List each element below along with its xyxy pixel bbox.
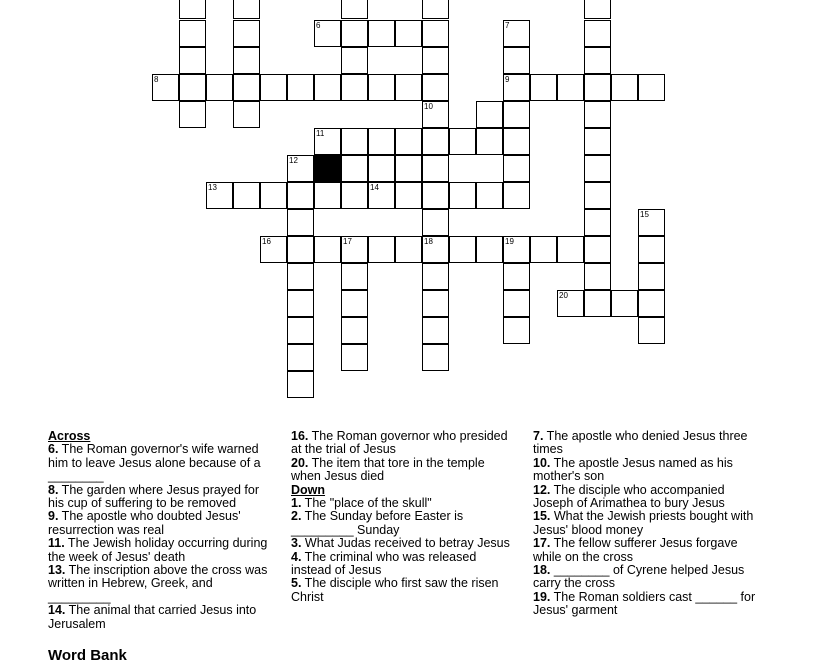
crossword-cell[interactable] (233, 0, 260, 19)
crossword-cell[interactable] (503, 20, 530, 47)
crossword-cell[interactable] (638, 209, 665, 236)
crossword-cell[interactable] (341, 263, 368, 290)
crossword-cell[interactable] (503, 236, 530, 263)
crossword-cell[interactable] (503, 128, 530, 155)
clues-column-1 (48, 430, 273, 631)
crossword-cell[interactable] (611, 74, 638, 101)
crossword-cell[interactable] (638, 290, 665, 317)
crossword-cell[interactable] (260, 74, 287, 101)
crossword-cell[interactable] (422, 74, 449, 101)
crossword-cell[interactable] (422, 263, 449, 290)
crossword-cell[interactable] (422, 101, 449, 128)
crossword-cell[interactable] (233, 47, 260, 74)
clue-number: 8 (154, 75, 159, 84)
crossword-cell[interactable] (503, 47, 530, 74)
crossword-cell[interactable] (260, 236, 287, 263)
crossword-cell[interactable] (584, 20, 611, 47)
crossword-cell[interactable] (584, 290, 611, 317)
clue-down-17: 17. The fellow sufferer Jesus forgave while on the cross (533, 536, 738, 564)
crossword-cell[interactable] (287, 290, 314, 317)
clue-number: 20 (559, 291, 568, 300)
crossword-cell[interactable] (422, 317, 449, 344)
down-heading: Down (291, 482, 326, 497)
crossword-cell[interactable] (287, 371, 314, 398)
crossword-cell[interactable] (368, 74, 395, 101)
word-bank-heading: Word Bank (48, 647, 127, 664)
crossword-cell[interactable] (314, 20, 341, 47)
crossword-cell[interactable] (422, 128, 449, 155)
clues-column-3 (533, 430, 758, 618)
crossword-cell[interactable] (179, 20, 206, 47)
crossword-cell[interactable] (341, 317, 368, 344)
crossword-cell[interactable] (476, 236, 503, 263)
crossword-cell[interactable] (287, 155, 314, 182)
crossword-cell[interactable] (503, 74, 530, 101)
crossword-cell[interactable] (584, 182, 611, 209)
clue-down-4: 4. The criminal who was released instead of Jesus (291, 549, 477, 578)
crossword-cell[interactable] (341, 74, 368, 101)
crossword-cell[interactable] (260, 182, 287, 209)
clue-number: 19 (505, 237, 514, 246)
across-heading: Across (48, 429, 91, 443)
clue-down-3: 3. What Judas received to betray Jesus (291, 536, 510, 551)
crossword-cell[interactable] (233, 182, 260, 209)
crossword-cell[interactable] (449, 182, 476, 209)
clue-number: 14 (370, 183, 379, 192)
crossword-cell[interactable] (449, 128, 476, 155)
crossword-cell[interactable] (233, 74, 260, 101)
crossword-cell[interactable] (503, 155, 530, 182)
clue-down-7: 7. The apostle who denied Jesus three times (533, 429, 748, 457)
crossword-cell[interactable] (422, 155, 449, 182)
crossword-cell[interactable] (584, 101, 611, 128)
crossword-cell[interactable] (638, 263, 665, 290)
crossword-cell[interactable] (395, 155, 422, 182)
crossword-cell[interactable] (503, 263, 530, 290)
crossword-cell[interactable] (152, 74, 179, 101)
clue-across-8: 8. The garden where Jesus prayed for his cup of suffering to be removed (48, 482, 260, 511)
crossword-cell[interactable] (341, 128, 368, 155)
clues-column-2 (291, 430, 513, 604)
crossword-cell[interactable] (314, 74, 341, 101)
crossword-cell[interactable] (395, 128, 422, 155)
crossword-cell[interactable] (287, 317, 314, 344)
crossword-cell[interactable] (341, 155, 368, 182)
crossword-cell[interactable] (341, 344, 368, 371)
clue-down-15: 15. What the Jewish priests bought with Jesus' blood money (533, 509, 754, 537)
crossword-cell[interactable] (287, 182, 314, 209)
crossword-cell[interactable] (206, 74, 233, 101)
crossword-cell[interactable] (557, 236, 584, 263)
crossword-cell[interactable] (584, 0, 611, 19)
crossword-cell[interactable] (233, 101, 260, 128)
crossword-cell[interactable] (638, 317, 665, 344)
crossword-cell[interactable] (179, 0, 206, 19)
crossword-cell[interactable] (287, 209, 314, 236)
clue-across-13: 13. The inscription above the cross was written in Hebrew, Greek, and _________ (48, 563, 268, 604)
crossword-cell[interactable] (341, 236, 368, 263)
crossword-cell[interactable] (584, 209, 611, 236)
clue-across-9: 9. The apostle who doubted Jesus' resurrection was real (48, 509, 241, 537)
clue-down-1: 1. The "place of the skull" (291, 496, 432, 511)
crossword-cell[interactable] (422, 0, 449, 19)
crossword-cell[interactable] (179, 47, 206, 74)
clue-across-16: 16. The Roman governor who presided at the trial of Jesus (291, 429, 508, 457)
crossword-cell[interactable] (341, 47, 368, 74)
crossword-cell[interactable] (557, 74, 584, 101)
crossword-cell[interactable] (584, 128, 611, 155)
crossword-cell[interactable] (422, 290, 449, 317)
crossword-cell[interactable] (476, 101, 503, 128)
crossword-cell[interactable] (503, 290, 530, 317)
clue-number: 15 (640, 210, 649, 219)
clue-number: 6 (316, 21, 321, 30)
crossword-cell[interactable] (368, 155, 395, 182)
crossword-cell[interactable] (503, 101, 530, 128)
crossword-cell[interactable] (341, 290, 368, 317)
crossword-cell[interactable] (584, 155, 611, 182)
crossword-cell[interactable] (557, 290, 584, 317)
clue-number: 10 (424, 102, 433, 111)
crossword-cell[interactable] (422, 47, 449, 74)
clue-number: 17 (343, 237, 352, 246)
clue-down-18: 18. ________ of Cyrene helped Jesus carry the cross (533, 563, 745, 591)
crossword-cell[interactable] (368, 236, 395, 263)
crossword-cell[interactable] (179, 74, 206, 101)
crossword-cell[interactable] (179, 101, 206, 128)
clue-number: 12 (289, 156, 298, 165)
crossword-cell[interactable] (584, 236, 611, 263)
crossword-cell[interactable] (233, 20, 260, 47)
crossword-cell[interactable] (422, 20, 449, 47)
crossword-cell[interactable] (314, 182, 341, 209)
crossword-cell[interactable] (422, 209, 449, 236)
clue-across-6: 6. The Roman governor's wife warned him to leave Jesus alone because of a ________ (48, 442, 261, 484)
crossword-cell[interactable] (422, 344, 449, 371)
crossword-cell[interactable] (611, 290, 638, 317)
crossword-cell[interactable] (638, 74, 665, 101)
clue-down-2: 2. The Sunday before Easter is _________ Sunday (291, 509, 464, 537)
crossword-cell[interactable] (287, 263, 314, 290)
black-cell (314, 155, 341, 182)
crossword-cell[interactable] (368, 20, 395, 47)
clue-number: 13 (208, 183, 217, 192)
crossword-cell[interactable] (638, 236, 665, 263)
crossword-cell[interactable] (422, 236, 449, 263)
clue-number: 18 (424, 237, 433, 246)
crossword-cell[interactable] (287, 236, 314, 263)
crossword-cell[interactable] (395, 182, 422, 209)
crossword-cell[interactable] (584, 263, 611, 290)
clue-down-10: 10. The apostle Jesus named as his mother's son (533, 455, 733, 484)
crossword-cell[interactable] (314, 128, 341, 155)
clue-down-19: 19. The Roman soldiers cast ______ for Jesus' garment (533, 589, 756, 618)
clue-number: 7 (505, 21, 510, 30)
crossword-cell[interactable] (503, 182, 530, 209)
clue-across-14: 14. The animal that carried Jesus into Jerusalem (48, 603, 257, 631)
clue-down-5: 5. The disciple who first saw the risen Christ (291, 576, 499, 604)
crossword-cell[interactable] (584, 74, 611, 101)
crossword-cell[interactable] (395, 236, 422, 263)
crossword-cell[interactable] (476, 128, 503, 155)
crossword-cell[interactable] (395, 20, 422, 47)
crossword-cell[interactable] (422, 182, 449, 209)
crossword-cell[interactable] (449, 236, 476, 263)
crossword-cell[interactable] (314, 236, 341, 263)
crossword-cell[interactable] (584, 47, 611, 74)
crossword-cell[interactable] (530, 236, 557, 263)
clue-across-11: 11. The Jewish holiday occurring during the week of Jesus' death (48, 536, 268, 564)
clue-across-20: 20. The item that tore in the temple when Jesus died (291, 455, 485, 484)
clue-number: 16 (262, 237, 271, 246)
clue-number: 11 (316, 129, 325, 138)
crossword-cell[interactable] (341, 20, 368, 47)
crossword-cell[interactable] (287, 74, 314, 101)
crossword-cell[interactable] (341, 182, 368, 209)
crossword-cell[interactable] (368, 128, 395, 155)
crossword-cell[interactable] (206, 182, 233, 209)
crossword-cell[interactable] (368, 182, 395, 209)
crossword-cell[interactable] (476, 182, 503, 209)
crossword-cell[interactable] (530, 74, 557, 101)
clue-number: 9 (505, 75, 510, 84)
crossword-cell[interactable] (287, 344, 314, 371)
crossword-cell[interactable] (503, 317, 530, 344)
clue-down-12: 12. The disciple who accompanied Joseph of Arimathea to bury Jesus (533, 482, 725, 511)
crossword-cell[interactable] (395, 74, 422, 101)
crossword-cell[interactable] (341, 0, 368, 19)
